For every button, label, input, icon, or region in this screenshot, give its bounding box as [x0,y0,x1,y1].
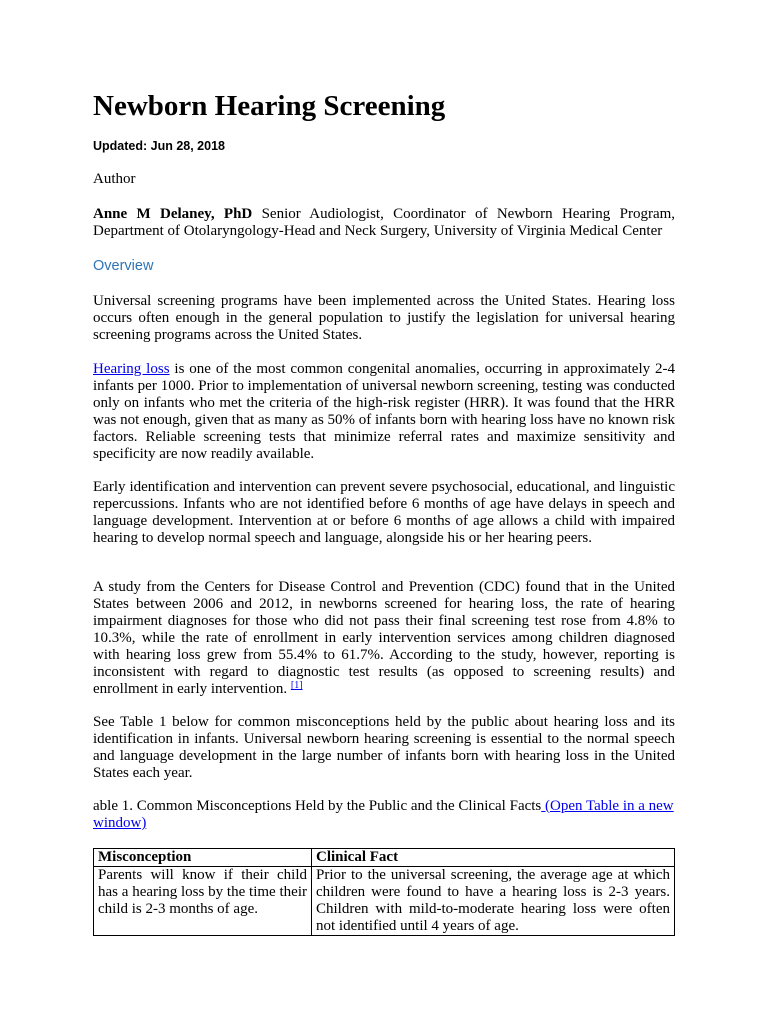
paragraph-1: Universal screening programs have been implemented across the United States. Hearing loss occurs often enough in the general population to justify the legislation for universal hearing screening programs across the United States. [93,293,675,343]
section-heading-overview: Overview [93,258,154,274]
paragraph-4-text: A study from the Centers for Disease Control and Prevention (CDC) found that in the United States between 2006 and 2012, in newborns screened for hearing loss, the rate of hearing impairment diagnoses for those who did not pass their final screening test rose from 4.8% to 10.3%, while the rate of enrollment in early intervention services among children diagnosed with hearing loss grew from 55.4% to 61.7%. According to the study, however, reporting is inconsistent with regard to diagnostic test results (as opposed to screening results) and enrollment in early intervention. [93,579,675,697]
author-label: Author [93,171,136,187]
paragraph-3: Early identification and intervention can prevent severe psychosocial, educational, and linguistic repercussions. Infants who are not identified before 6 months of age have delays in speech and language development. Intervention at or before 6 months of age allows a child with impaired hearing to develop normal speech and language, alongside his or her hearing peers. [93,479,675,546]
reference-link-1[interactable]: [1] [290,680,303,691]
paragraph-2 [93,361,675,463]
table-header-misconception: Misconception [94,849,312,867]
author-name: Anne M Delaney, PhD [93,206,253,222]
misconceptions-table [93,848,675,936]
open-table-link[interactable]: (Open Table in a new window) [93,798,674,831]
updated-date: Updated: Jun 28, 2018 [93,139,225,153]
hearing-loss-link[interactable]: Hearing loss [93,361,170,377]
table-cell-clinical-fact: Prior to the universal screening, the average age at which children were found to have a hearing loss is 2-3 years. Children with mild-to-moderate hearing loss were often not identified until 4 years of age. [312,867,675,936]
table-header-row [94,849,675,867]
paragraph-4 [93,579,675,698]
table-caption [93,798,675,832]
page-title: Newborn Hearing Screening [93,90,446,122]
author-affiliation: Senior Audiologist, Coordinator of Newborn Hearing Program, Department of Otolaryngology-Head and Neck Surgery, University of Virginia Medical Center [93,206,676,239]
table-header-clinical-fact: Clinical Fact [312,849,675,867]
table-row [94,867,675,936]
paragraph-5: See Table 1 below for common misconceptions held by the public about hearing loss and its identification in infants. Universal newborn hearing screening is essential to the normal speech and language development in the large number of infants born with hearing loss in the United States each year. [93,714,675,781]
table-cell-misconception: Parents will know if their child has a hearing loss by the time their child is 2-3 months of age. [94,867,312,936]
author-info [93,206,675,240]
paragraph-2-text: is one of the most common congenital anomalies, occurring in approximately 2-4 infants per 1000. Prior to implementation of universal newborn screening, testing was conducted only on infants who met the criteria of the high-risk register (HRR). It was found that the HRR was not enough, given that as many as 50% of infants born with hearing loss have no known risk factors. Reliable screening tests that minimize referral rates and maximize sensitivity and specificity are now readily available. [93,361,675,462]
table-caption-text: able 1. Common Misconceptions Held by the Public and the Clinical Facts [93,798,542,814]
